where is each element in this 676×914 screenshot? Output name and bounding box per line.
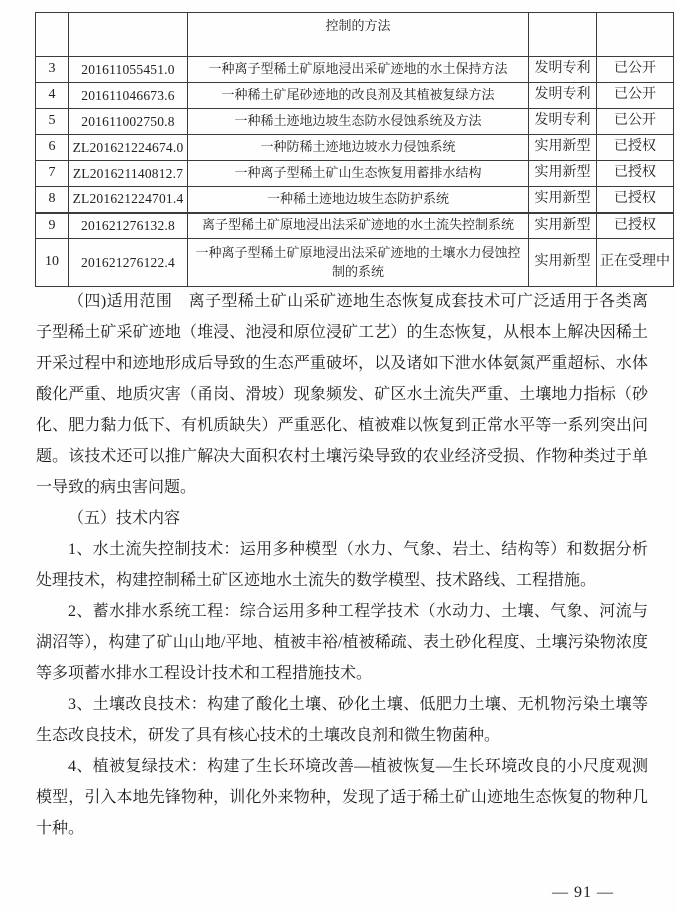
patent-number-cell: 201621276132.8 [69,213,188,239]
table-row [36,57,674,83]
table-row [36,83,674,109]
patent-number-cell: 201611046673.6 [69,83,188,109]
patent-type-cell: 实用新型 [529,187,597,213]
patent-title-cell: 一种离子型稀土矿原地浸出采矿迹地的水土保持方法 [188,57,529,83]
patent-status-cell: 已授权 [597,187,674,213]
patent-type-cell: 发明专利 [529,83,597,109]
patent-title-cell: 一种稀土迹地边坡生态防水侵蚀系统及方法 [188,109,529,135]
patent-seq-cell: 3 [36,57,69,83]
table-row [36,161,674,187]
paragraph-item-3: 3、土壤改良技术：构建了酸化土壤、砂化土壤、低肥力土壤、无机物污染土壤等生态改良技术，研发了具有核心技术的土壤改良剂和微生物菌种。 [36,696,648,744]
table-row [36,213,674,239]
patent-seq-cell: 5 [36,109,69,135]
table-row [36,187,674,213]
patent-type-cell: 发明专利 [529,109,597,135]
patent-title-cell: 一种稀土矿尾砂迹地的改良剂及其植被复绿方法 [188,83,529,109]
patent-list-table [35,12,674,287]
paragraph-scope: （四)适用范围 离子型稀土矿山采矿迹地生态恢复成套技术可广泛适用于各类离子型稀土矿采矿迹地（堆浸、池浸和原位浸矿工艺）的生态恢复，从根本上解决因稀土开采过程中和迹地形成后导致的生态严重破坏，以及诸如下泄水体氨氮严重超标、水体酸化严重、地质灾害（甬岗、滑坡）现象频发、矿区水土流失严重、土壤地力指标（砂化、肥力黏力低下、有机质缺失）严重恶化、植被难以恢复到正常水平等一系列突出问题。该技术还可以推广解决大面积农村土壤污染导致的农业经济受损、作物种类过于单一导致的病虫害问题。 [36,293,648,496]
patent-type-cell: 实用新型 [529,161,597,187]
patent-number-cell [69,13,188,57]
document-body [36,286,648,844]
patent-status-cell: 已授权 [597,135,674,161]
patent-title-cell: 一种离子型稀土矿山生态恢复用蓄排水结构 [188,161,529,187]
table-row [36,239,674,287]
patent-status-cell: 已授权 [597,161,674,187]
patent-seq-cell: 7 [36,161,69,187]
patent-status-cell: 已公开 [597,109,674,135]
patent-number-cell: 201621276122.4 [69,239,188,287]
patent-number-cell: ZL201621224674.0 [69,135,188,161]
paragraph-item-1: 1、水土流失控制技术：运用多种模型（水力、气象、岩土、结构等）和数据分析处理技术，构建控制稀土矿区迹地水土流失的数学模型、技术路线、工程措施。 [36,541,648,589]
patent-type-cell [529,13,597,57]
patent-number-cell: ZL201621140812.7 [69,161,188,187]
section-heading-content: （五）技术内容 [68,510,181,527]
table-row [36,135,674,161]
patent-seq-cell: 9 [36,213,69,239]
patent-type-cell: 实用新型 [529,213,597,239]
patent-title-cell: 一种离子型稀土矿原地浸出法采矿迹地的土壤水力侵蚀控制的系统 [188,239,529,287]
paragraph-item-4: 4、植被复绿技术：构建了生长环境改善—植被恢复—生长环境改良的小尺度观测模型，引入本地先锋物种，训化外来物种，发现了适于稀土矿山迹地生态恢复的物种几十种。 [36,758,648,837]
patent-type-cell: 实用新型 [529,239,597,287]
patent-status-cell [597,13,674,57]
patent-status-cell: 已公开 [597,57,674,83]
table-row [36,109,674,135]
table-row-continuation [36,13,674,57]
patent-number-cell: 201611055451.0 [69,57,188,83]
page-number: — 91 — [552,884,614,901]
patent-seq-cell: 4 [36,83,69,109]
patent-title-cell: 离子型稀土矿原地浸出法采矿迹地的水土流失控制系统 [188,213,529,239]
patent-title-cell: 一种防稀土迹地边坡水力侵蚀系统 [188,135,529,161]
patent-type-cell: 发明专利 [529,57,597,83]
patent-status-cell: 已公开 [597,83,674,109]
paragraph-item-2: 2、蓄水排水系统工程：综合运用多种工程学技术（水动力、土壤、气象、河流与湖沼等），构建了矿山山地/平地、植被丰裕/植被稀疏、表土砂化程度、土壤污染物浓度等多项蓄水排水工程设计技术和工程措施技术。 [36,603,648,682]
patent-status-cell: 已授权 [597,213,674,239]
patent-number-cell: 201611002750.8 [69,109,188,135]
patent-status-cell: 正在受理中 [597,239,674,287]
patent-seq-cell: 6 [36,135,69,161]
patent-seq-cell [36,13,69,57]
patent-number-cell: ZL201621224701.4 [69,187,188,213]
patent-title-cell: 一种稀土迹地边坡生态防护系统 [188,187,529,213]
patent-seq-cell: 10 [36,239,69,287]
patent-seq-cell: 8 [36,187,69,213]
patent-type-cell: 实用新型 [529,135,597,161]
patent-title-cell: 控制的方法 [188,13,529,57]
